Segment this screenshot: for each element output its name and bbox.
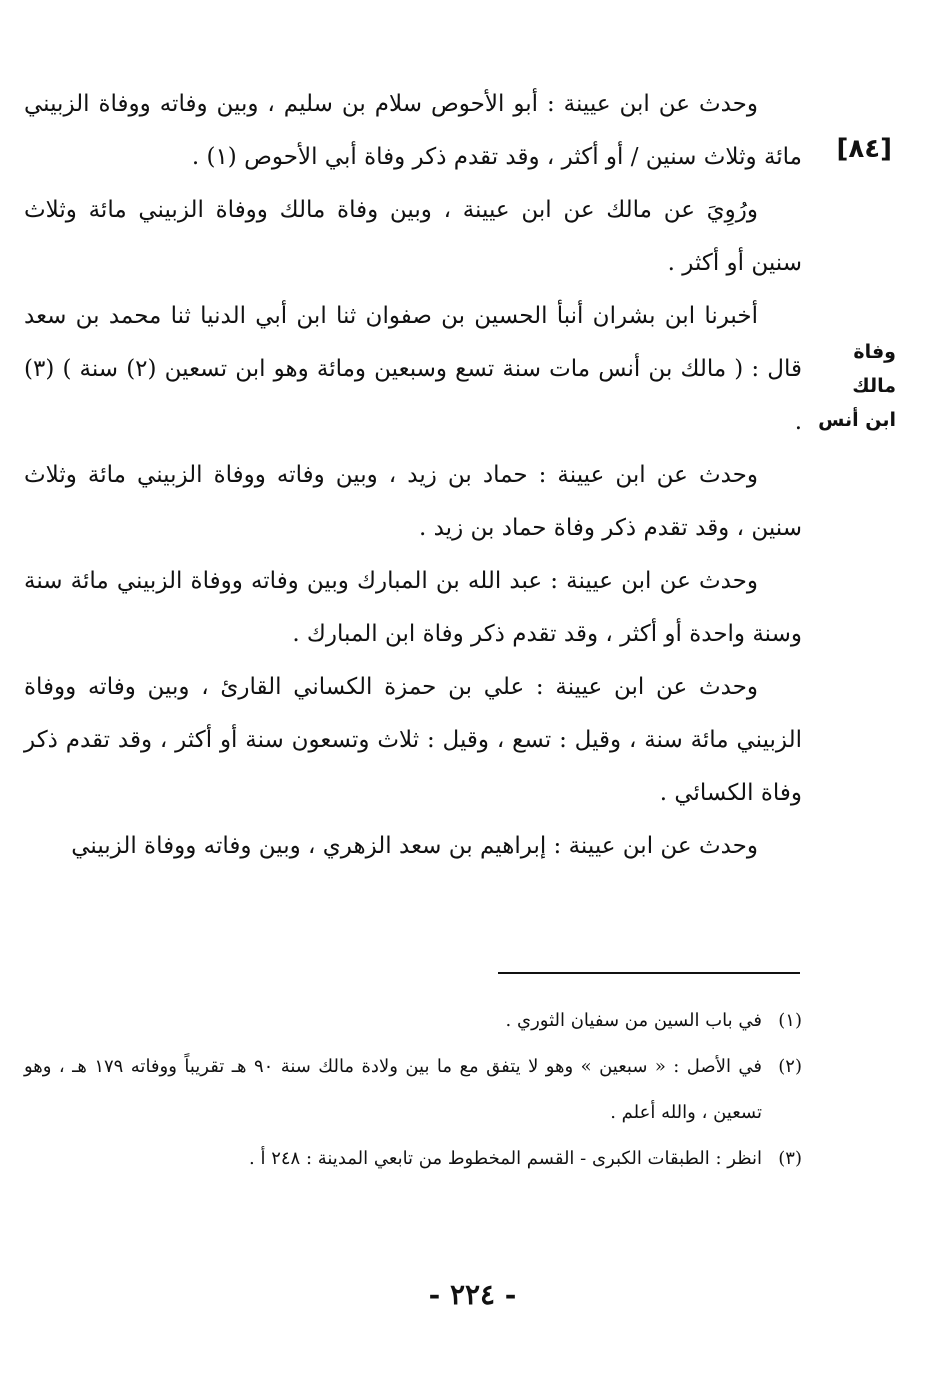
main-text <box>24 78 802 873</box>
footnote-number: (١) <box>778 1010 802 1031</box>
paragraph-6: وحدث عن ابن عيينة : علي بن حمزة الكساني القارئ ، وبين وفاته ووفاة الزبيني مائة سنة ، وقيل : تسع ، وقيل : ثلاث وتسعون سنة أو أكثر ، وقد تقدم ذكر وفاة الكسائي . <box>24 674 802 806</box>
paragraph-7: وحدث عن ابن عيينة : إبراهيم بن سعد الزهري ، وبين وفاته ووفاة الزبيني <box>71 833 758 859</box>
footnote-number: (٢) <box>778 1056 802 1077</box>
paragraph-1: وحدث عن ابن عيينة : أبو الأحوص سلام بن سليم ، وبين وفاته ووفاة الزبيني مائة وثلاث سنين / أو أكثر ، وقد تقدم ذكر وفاة أبي الأحوص (١) . <box>24 91 802 170</box>
paragraph-3: أخبرنا ابن بشران أنبأ الحسين بن صفوان ثنا ابن أبي الدنيا ثنا محمد بن سعد قال : ( مالك بن أنس مات سنة تسع وسبعين ومائة وهو ابن تسعين (٢) سنة ) (٣) . <box>24 303 802 435</box>
paragraph-5: وحدث عن ابن عيينة : عبد الله بن المبارك وبين وفاته ووفاة الزبيني مائة سنة وسنة واحدة أو أكثر ، وقد تقدم ذكر وفاة ابن المبارك . <box>24 568 802 647</box>
footnote-number: (٣) <box>778 1148 802 1169</box>
margin-heading <box>812 335 896 437</box>
footnote-3 <box>24 1136 802 1182</box>
paragraph-2: ورُوِيَ عن مالك عن ابن عيينة ، وبين وفاة مالك ووفاة الزبيني مائة وثلاث سنين أو أكثر . <box>24 197 802 276</box>
footnote-text: في الأصل : « سبعين » وهو لا يتفق مع ما بين ولادة مالك سنة ٩٠ هـ تقريباً ووفاته ١٧٩ هـ ، وهو تسعين ، والله أعلم . <box>24 1056 763 1123</box>
footnote-2 <box>24 1044 802 1136</box>
footnotes <box>24 998 802 1182</box>
footnote-divider <box>498 972 800 974</box>
page-number: - ٢٢٤ - <box>428 1278 517 1311</box>
margin-heading-line-1: وفاة مالك <box>852 341 896 397</box>
margin-heading-line-2: ابن أنس <box>818 409 896 431</box>
footnote-text: في باب السين من سفيان الثوري . <box>505 1010 762 1031</box>
margin-page-reference: [٨٤] <box>836 134 892 164</box>
footnote-1 <box>24 998 802 1044</box>
paragraph-4: وحدث عن ابن عيينة : حماد بن زيد ، وبين وفاته ووفاة الزبيني مائة وثلاث سنين ، وقد تقدم ذكر وفاة حماد بن زيد . <box>24 462 802 541</box>
footnote-text: انظر : الطبقات الكبرى - القسم المخطوط من تابعي المدينة : ٢٤٨ أ . <box>249 1148 762 1169</box>
